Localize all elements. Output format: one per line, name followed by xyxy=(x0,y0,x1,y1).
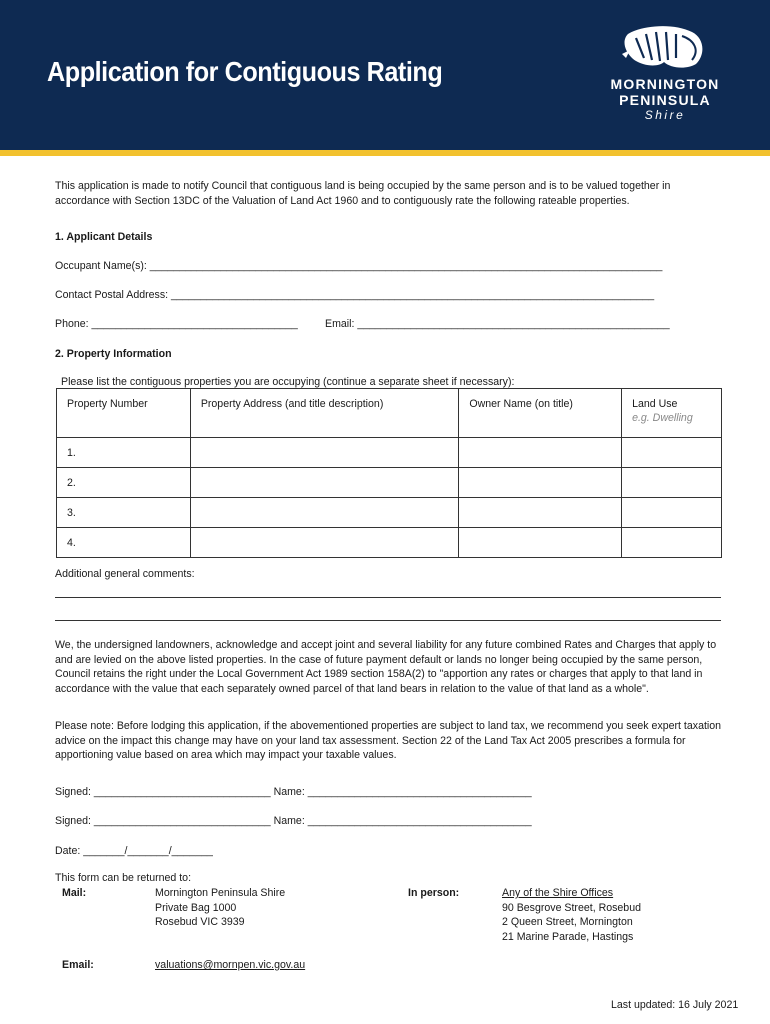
table-row xyxy=(57,498,722,528)
table-row xyxy=(57,438,722,468)
phone-field[interactable]: Phone: ___________________________________ xyxy=(55,318,298,330)
postal-address-field[interactable]: Contact Postal Address: __________________________________________________________________________________ xyxy=(55,289,655,301)
logo-text-shire: Shire xyxy=(644,108,686,122)
column-header-owner-name: Owner Name (on title) xyxy=(459,389,622,438)
shell-logo-icon xyxy=(620,24,710,72)
property-address-cell[interactable] xyxy=(190,528,459,558)
logo-text-peninsula: PENINSULA xyxy=(619,92,711,108)
logo-text-mornington: MORNINGTON xyxy=(610,76,720,92)
mail-label: Mail: xyxy=(62,887,87,899)
tax-note-paragraph: Please note: Before lodging this application, if the abovementioned properties are subject to land tax, we recommend you seek expert taxation advice on the impact this change may have on your land tax assessment. Section 22 of the Land Tax Act 2005 prescribes a formula for apportioning value based on area which may impact your taxable values. xyxy=(55,720,722,762)
signature-field-2[interactable]: Signed: ______________________________ Name: ______________________________________ xyxy=(55,815,532,827)
date-field[interactable]: Date: _______/_______/_______ xyxy=(55,845,213,857)
owner-name-cell[interactable] xyxy=(459,498,622,528)
intro-paragraph: This application is made to notify Council that contiguous land is being occupied by the same person and is to be valued together in accordance with Section 13DC of the Valuation of Land Act 1960 and to contiguously rate the following rateable properties. xyxy=(55,180,671,207)
owner-name-cell[interactable] xyxy=(459,468,622,498)
office-address: 2 Queen Street, Mornington xyxy=(502,916,633,928)
return-intro: This form can be returned to: xyxy=(55,872,192,884)
land-use-cell[interactable] xyxy=(622,468,722,498)
mail-line: Mornington Peninsula Shire xyxy=(155,887,286,899)
land-use-cell[interactable] xyxy=(622,438,722,468)
table-header-row xyxy=(57,389,722,438)
land-use-cell[interactable] xyxy=(622,498,722,528)
column-header-land-use xyxy=(622,389,722,438)
land-use-label: Land Use xyxy=(632,398,678,410)
row-number-cell[interactable]: 4. xyxy=(57,528,191,558)
signature-field-1[interactable]: Signed: ______________________________ Name: ______________________________________ xyxy=(55,786,532,798)
comments-label: Additional general comments: xyxy=(55,568,195,580)
shire-offices-link[interactable]: Any of the Shire Offices xyxy=(502,887,614,899)
office-address: 21 Marine Parade, Hastings xyxy=(502,931,634,943)
owner-name-cell[interactable] xyxy=(459,438,622,468)
mail-line: Private Bag 1000 xyxy=(155,902,237,914)
email-label: Email: xyxy=(62,959,94,971)
office-address: 90 Besgrove Street, Rosebud xyxy=(502,902,641,914)
property-address-cell[interactable] xyxy=(190,498,459,528)
email-link[interactable]: valuations@mornpen.vic.gov.au xyxy=(155,959,306,971)
property-address-cell[interactable] xyxy=(190,438,459,468)
section1-heading: 1. Applicant Details xyxy=(55,231,153,243)
land-use-hint: e.g. Dwelling xyxy=(632,412,693,424)
land-use-cell[interactable] xyxy=(622,528,722,558)
section2-heading: 2. Property Information xyxy=(55,348,172,360)
declaration-paragraph: We, the undersigned landowners, acknowledge and accept joint and several liability for any future combined Rates and Charges that apply to and are levied on the above listed properties. In the case of future payment default or lands no longer being occupied by the same person, Council retains the right under the Local Government Act 1989 section 158A(2) to "apportion any rates or charges that apply to that land in accordance with the value that each separately owned parcel of that land bears in relation to the value of that land as a whole". xyxy=(55,639,717,695)
property-table xyxy=(56,388,722,558)
table-row xyxy=(57,528,722,558)
property-address-cell[interactable] xyxy=(190,468,459,498)
header-accent-stripe xyxy=(0,150,770,156)
owner-name-cell[interactable] xyxy=(459,528,622,558)
occupant-name-field[interactable]: Occupant Name(s): _______________________________________________________________________________________ xyxy=(55,260,663,272)
last-updated: Last updated: 16 July 2021 xyxy=(611,999,739,1011)
header-banner xyxy=(0,0,770,150)
email-field[interactable]: Email: _____________________________________________________ xyxy=(325,318,670,330)
page-title: Application for Contiguous Rating xyxy=(47,56,443,87)
table-row xyxy=(57,468,722,498)
comments-line-2[interactable] xyxy=(55,620,721,621)
row-number-cell[interactable]: 1. xyxy=(57,438,191,468)
row-number-cell[interactable]: 2. xyxy=(57,468,191,498)
shire-logo xyxy=(590,22,750,132)
comments-line-1[interactable] xyxy=(55,597,721,598)
property-instruction: Please list the contiguous properties you are occupying (continue a separate sheet if necessary): xyxy=(61,376,515,388)
mail-line: Rosebud VIC 3939 xyxy=(155,916,245,928)
column-header-property-address: Property Address (and title description) xyxy=(190,389,459,438)
in-person-label: In person: xyxy=(408,887,460,899)
row-number-cell[interactable]: 3. xyxy=(57,498,191,528)
column-header-property-number: Property Number xyxy=(57,389,191,438)
